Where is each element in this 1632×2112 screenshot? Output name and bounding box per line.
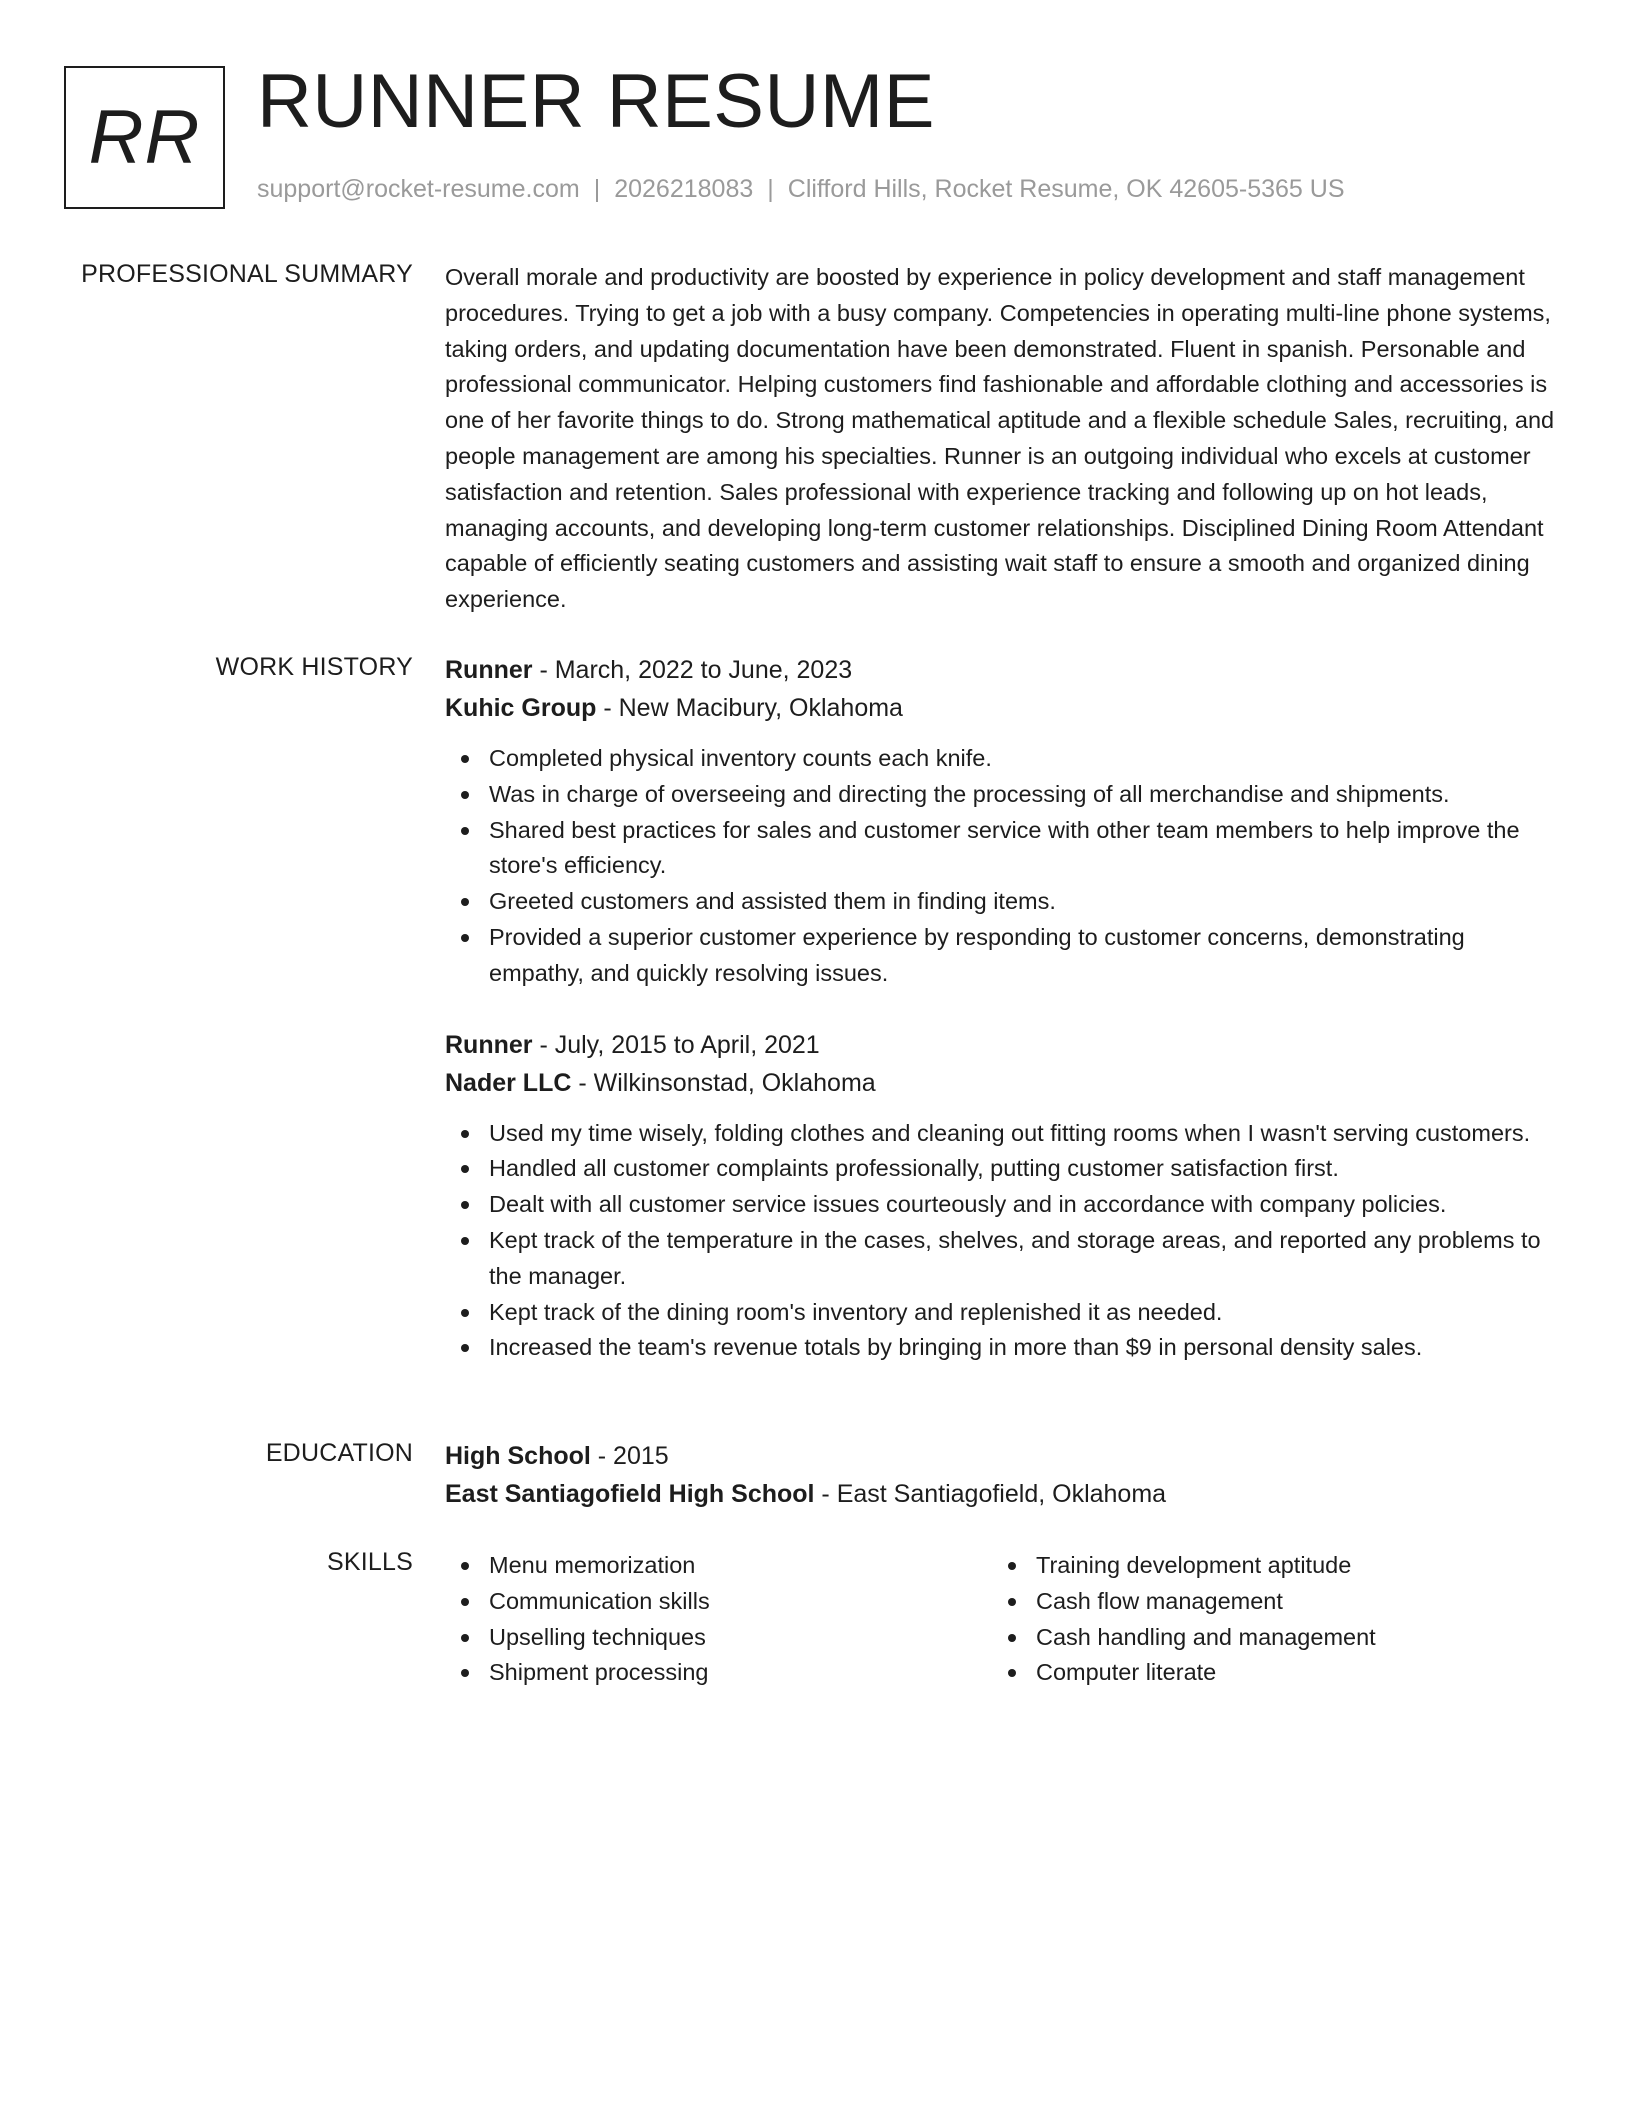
- monogram-box: [64, 66, 225, 209]
- skill-item: Training development aptitude: [992, 1548, 1539, 1584]
- contact-separator: |: [593, 175, 601, 203]
- list-item: Shared best practices for sales and customer service with other team members to help improve the store's efficiency.: [445, 813, 1565, 885]
- skill-item: Shipment processing: [445, 1655, 992, 1691]
- list-item: Provided a superior customer experience by responding to customer concerns, demonstrating empathy, and quickly resolving issues.: [445, 920, 1565, 992]
- job-bullets: [445, 741, 1565, 992]
- job-title: Runner: [445, 656, 533, 684]
- section-label-summary: PROFESSIONAL SUMMARY: [81, 260, 413, 288]
- job-title: Runner: [445, 1030, 533, 1059]
- summary-text: Overall morale and productivity are boosted by experience in policy development and staff management procedures. Trying to get a job with a busy company. Competencies in operating multi-line phone systems, taking orders, and updating documentation have been demonstrated. Fluent in spanish. Personable and professional communicator. Helping customers find fashionable and affordable clothing and accessories is one of her favorite things to do. Strong mathematical aptitude and a flexible schedule Sales, recruiting, and people management are among his specialties. Runner is an outgoing individual who excels at customer satisfaction and retention. Sales professional with experience tracking and following up on hot leads, managing accounts, and developing long-term customer relationships. Disciplined Dining Room Attendant capable of efficiently seating customers and assisting wait staff to ensure a smooth and organized dining experience.: [445, 264, 1555, 613]
- contact-phone: 2026218083: [614, 175, 754, 203]
- education-school: East Santiagofield High School: [445, 1480, 815, 1508]
- skill-item: Menu memorization: [445, 1548, 992, 1584]
- job-entry: [445, 1026, 1565, 1367]
- list-item: Used my time wisely, folding clothes and cleaning out fitting rooms when I wasn't serving customers.: [445, 1116, 1565, 1152]
- job-entry: [445, 651, 1565, 992]
- job-title-line: [445, 651, 1565, 689]
- skill-item: Upselling techniques: [445, 1620, 992, 1656]
- skill-item: Computer literate: [992, 1655, 1539, 1691]
- list-item: Dealt with all customer service issues courteously and in accordance with company policies.: [445, 1187, 1565, 1223]
- skills-body: [445, 1548, 1565, 1691]
- education-location: - East Santiagofield, Oklahoma: [814, 1480, 1167, 1508]
- contact-separator: |: [767, 175, 774, 203]
- education-degree: High School: [445, 1442, 591, 1470]
- skill-item: Cash flow management: [992, 1584, 1539, 1620]
- education-degree-line: [445, 1437, 1565, 1475]
- skill-item: Communication skills: [445, 1584, 992, 1620]
- job-dates: - March, 2022 to June, 2023: [532, 656, 853, 684]
- list-item: Kept track of the dining room's inventory and replenished it as needed.: [445, 1295, 1565, 1331]
- job-company: Nader LLC: [445, 1068, 572, 1097]
- contact-email: support@rocket-resume.com: [257, 175, 580, 203]
- section-label-skills: SKILLS: [327, 1548, 413, 1576]
- job-title-line: [445, 1026, 1565, 1064]
- job-bullets: [445, 1116, 1565, 1367]
- job-location: - New Macibury, Oklahoma: [596, 694, 903, 722]
- education-school-line: [445, 1475, 1565, 1513]
- summary-body: [445, 260, 1565, 618]
- section-label-work: WORK HISTORY: [215, 653, 413, 681]
- monogram-initials: RR: [88, 95, 201, 180]
- list-item: Handled all customer complaints professionally, putting customer satisfaction first.: [445, 1151, 1565, 1187]
- skills-list-left: [445, 1548, 992, 1691]
- section-label-education: EDUCATION: [265, 1439, 413, 1467]
- list-item: Greeted customers and assisted them in finding items.: [445, 884, 1565, 920]
- contact-line: [257, 175, 1345, 204]
- list-item: Completed physical inventory counts each knife.: [445, 741, 1565, 777]
- education-body: [445, 1437, 1565, 1513]
- list-item: Was in charge of overseeing and directing the processing of all merchandise and shipments.: [445, 777, 1565, 813]
- resume-name: RUNNER RESUME: [257, 59, 935, 144]
- skills-list-right: [992, 1548, 1539, 1691]
- list-item: Increased the team's revenue totals by bringing in more than $9 in personal density sales.: [445, 1330, 1565, 1366]
- skill-item: Cash handling and management: [992, 1620, 1539, 1656]
- work-body: [445, 651, 1565, 1366]
- list-item: Kept track of the temperature in the cases, shelves, and storage areas, and reported any problems to the manager.: [445, 1223, 1565, 1295]
- job-company-line: [445, 1064, 1565, 1102]
- skills-grid: [445, 1548, 1565, 1691]
- job-location: - Wilkinsonstad, Oklahoma: [571, 1068, 876, 1097]
- job-company-line: [445, 689, 1565, 727]
- contact-address: Clifford Hills, Rocket Resume, OK 42605-5365 US: [787, 175, 1345, 203]
- education-year: - 2015: [590, 1442, 669, 1470]
- job-dates: - July, 2015 to April, 2021: [532, 1030, 820, 1059]
- job-company: Kuhic Group: [445, 694, 597, 722]
